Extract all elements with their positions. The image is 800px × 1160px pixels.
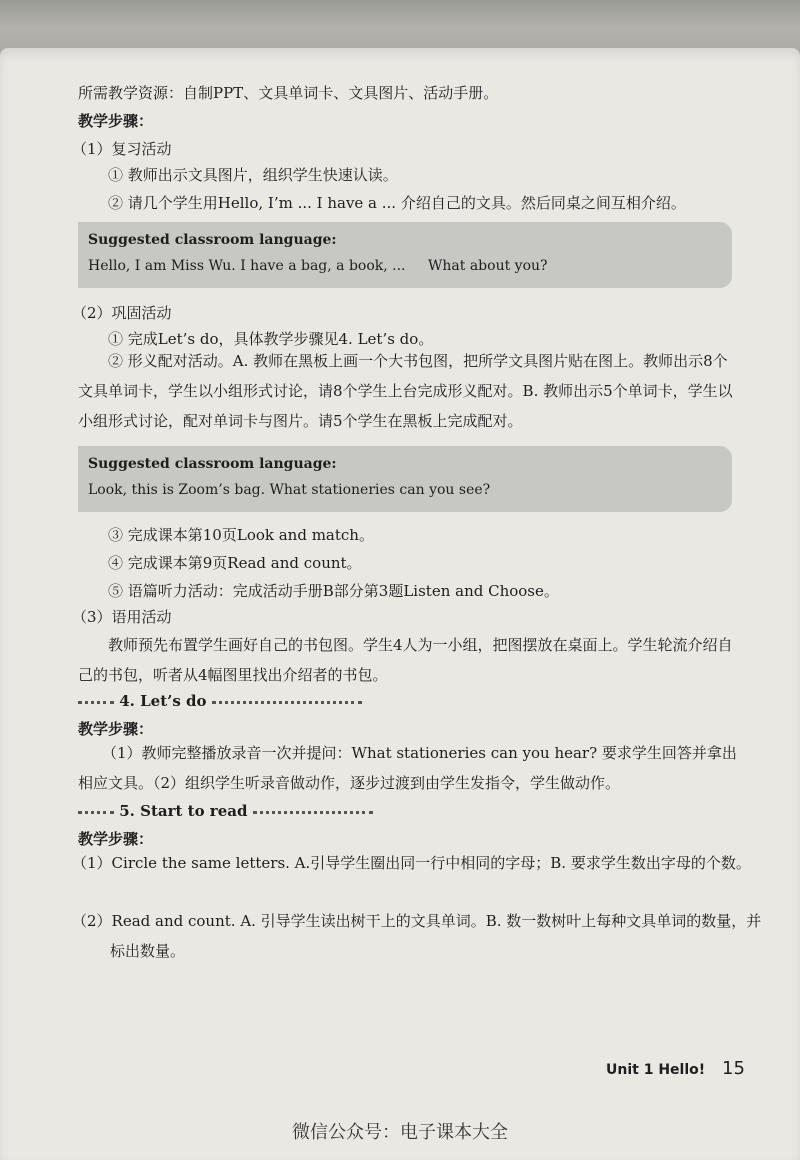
box2-title: Suggested classroom language: [88, 456, 337, 472]
section2-item3: ③ 完成课本第10页Look and match。 [108, 526, 374, 544]
section1-item2: ② 请几个学生用Hello, I’m ... I have a ... 介绍自己的文具。然后同桌之间互相介绍。 [108, 194, 686, 212]
section3-text: 教师预先布置学生画好自己的书包图。学生4人为一小组，把图摆放在桌面上。学生轮流介绍自己的书包，听者从4幅图里找出介绍者的书包。 [78, 636, 733, 684]
box1-title: Suggested classroom language: [88, 232, 337, 248]
start-to-read-heading: 5. Start to read [119, 802, 248, 820]
lets-do-heading: 4. Let’s do [119, 692, 207, 710]
page-number: 15 [722, 1058, 745, 1079]
start-to-read-heading-row [78, 800, 373, 822]
section2-item2: ② 形义配对活动。A. 教师在黑板上画一个大书包图，把所学文具图片贴在图上。教师出示8个文具单词卡，学生以小组形式讨论，请8个学生上台完成形义配对。B. 教师出示5个单词卡，学生以小组形式讨论，配对单词卡与图片。请5个学生在黑板上完成配对。 [78, 352, 733, 430]
box1-text1: Hello, I am Miss Wu. I have a bag, a book, ... [88, 258, 406, 274]
start-to-read-item1: （1）Circle the same letters. A.引导学生圈出同一行中相同的字母；B. 要求学生数出字母的个数。 [72, 854, 751, 872]
start-to-read-item2: （2）Read and count. A. 引导学生读出树干上的文具单词。B. 数一数树叶上每种文具单词的数量，并标出数量。 [72, 912, 762, 960]
steps-heading: 教学步骤： [78, 112, 154, 130]
section1-title: （1）复习活动 [72, 140, 172, 158]
lets-do-steps-heading: 教学步骤： [78, 720, 154, 738]
section2-item5: ⑤ 语篇听力活动：完成活动手册B部分第3题Listen and Choose。 [108, 582, 559, 600]
wechat-watermark: 微信公众号：电子课本大全 [292, 1122, 508, 1143]
suggested-language-box-1 [78, 222, 732, 288]
lets-do-text: （1）教师完整播放录音一次并提问：What stationeries can you hear? 要求学生回答并拿出相应文具。（2）组织学生听录音做动作，逐步过渡到由学生发指令，学生做动作。 [78, 744, 737, 792]
heading-rule-left [78, 701, 114, 704]
lets-do-heading-row [78, 690, 362, 712]
start-to-read-steps-heading: 教学步骤： [78, 830, 154, 848]
heading-rule-right [253, 811, 373, 814]
section2-item4: ④ 完成课本第9页Read and count。 [108, 554, 362, 572]
section2-title: （2）巩固活动 [72, 304, 172, 322]
section2-item1: ① 完成Let’s do，具体教学步骤见4. Let’s do。 [108, 330, 434, 348]
box1-text2: What about you? [428, 258, 548, 274]
resources-line: 所需教学资源：自制PPT、文具单词卡、文具图片、活动手册。 [78, 84, 499, 102]
heading-rule-left [78, 811, 114, 814]
suggested-language-box-2 [78, 446, 732, 512]
section3-title: （3）语用活动 [72, 608, 172, 626]
unit-label: Unit 1 Hello! [606, 1062, 706, 1078]
heading-rule-right [212, 701, 362, 704]
box2-text: Look, this is Zoom’s bag. What stationeries can you see? [88, 482, 491, 498]
section1-item1: ① 教师出示文具图片，组织学生快速认读。 [108, 166, 398, 184]
